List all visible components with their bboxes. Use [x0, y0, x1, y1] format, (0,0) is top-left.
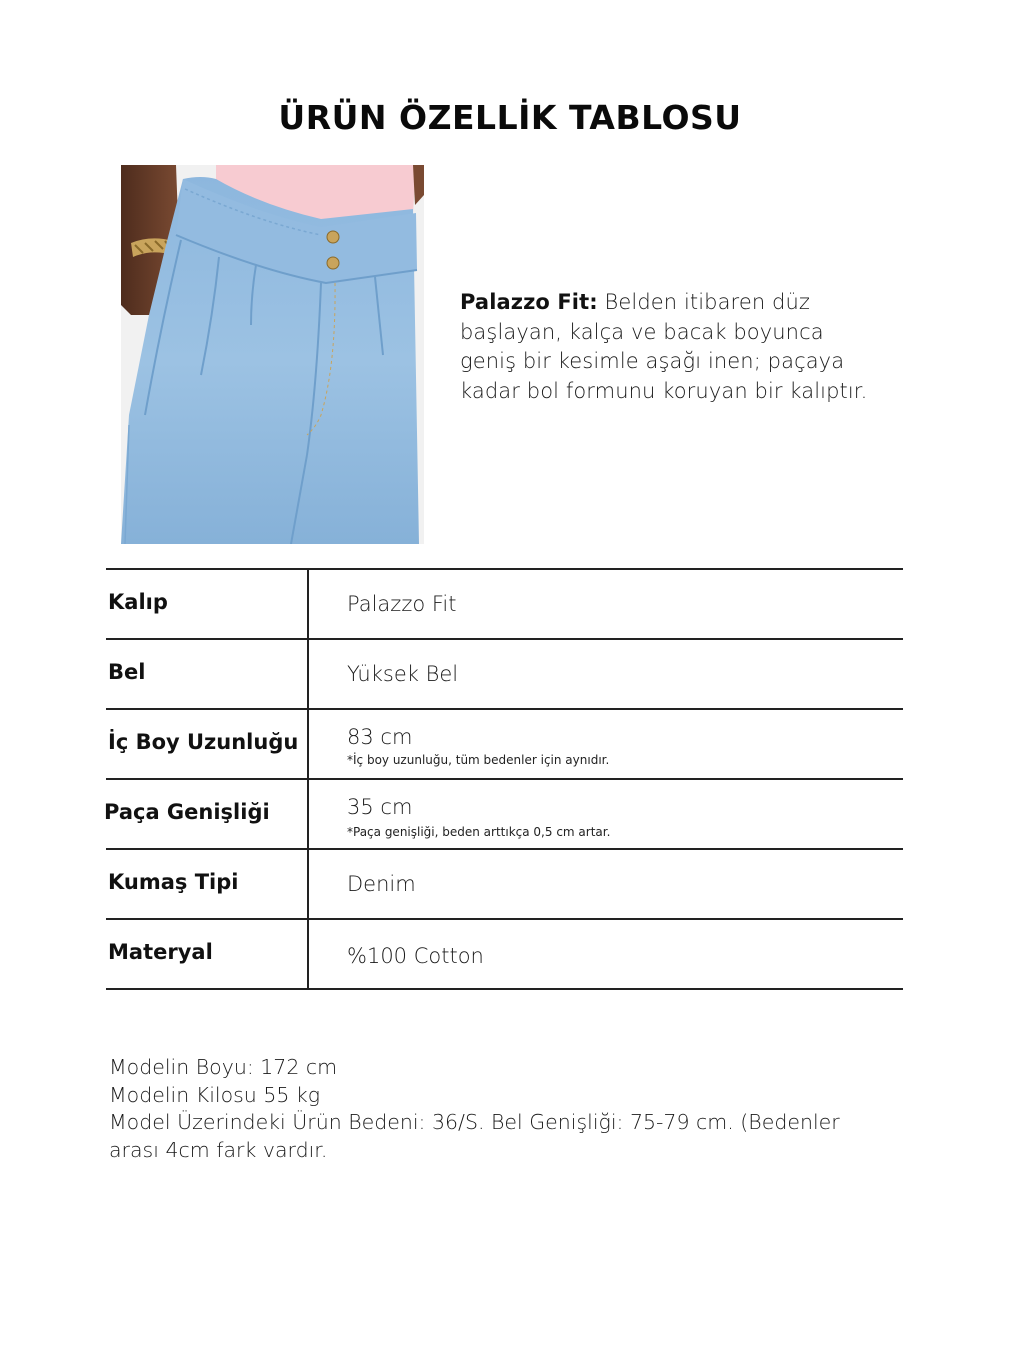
- spec-table: [106, 568, 903, 990]
- spec-value: Yüksek Bel: [347, 662, 459, 686]
- spec-value: 83 cm: [347, 725, 413, 749]
- column-divider: [307, 710, 309, 780]
- spec-value: Denim: [347, 872, 416, 896]
- spec-note: *İç boy uzunluğu, tüm bedenler için aynıdır.: [347, 753, 610, 767]
- model-info: [109, 1054, 929, 1164]
- column-divider: [307, 640, 309, 710]
- spec-label: Paça Genişliği: [104, 800, 270, 824]
- description-line-3: geniş bir kesimle aşağı inen; paçaya: [460, 349, 845, 373]
- spec-value: Palazzo Fit: [347, 592, 457, 616]
- model-size: Model Üzerindeki Ürün Bedeni: 36/S. Bel Genişliği: 75-79 cm. (Bedenler: [109, 1110, 840, 1134]
- spec-row-bel: [106, 640, 903, 710]
- spec-label: Kalıp: [108, 590, 168, 614]
- fit-term: Palazzo Fit:: [460, 290, 598, 314]
- spec-note: *Paça genişliği, beden arttıkça 0,5 cm artar.: [347, 825, 611, 839]
- spec-row-ic-boy: [106, 710, 903, 780]
- page-title: ÜRÜN ÖZELLİK TABLOSU: [278, 98, 742, 137]
- spec-value: %100 Cotton: [347, 944, 484, 968]
- spec-row-paca: [106, 780, 903, 850]
- model-height: Modelin Boyu: 172 cm: [109, 1055, 338, 1079]
- product-image: [121, 165, 424, 544]
- fit-description: [460, 288, 930, 406]
- column-divider: [307, 780, 309, 850]
- spec-label: Kumaş Tipi: [108, 870, 239, 894]
- denim-pants-illustration: [121, 165, 424, 544]
- spec-value: 35 cm: [347, 795, 413, 819]
- spec-row-kumas: [106, 850, 903, 920]
- description-line-1: Belden itibaren düz: [597, 290, 810, 314]
- column-divider: [307, 850, 309, 920]
- description-line-2: başlayan, kalça ve bacak boyunca: [460, 319, 824, 344]
- spec-row-materyal: [106, 920, 903, 990]
- size-difference-note: arası 4cm fark vardır.: [109, 1137, 328, 1162]
- spec-label: Bel: [108, 660, 146, 684]
- description-line-4: kadar bol formunu koruyan bir kalıptır.: [460, 378, 868, 403]
- column-divider: [307, 920, 309, 990]
- model-weight: Modelin Kilosu 55 kg: [109, 1082, 321, 1107]
- spec-label: Materyal: [108, 940, 213, 964]
- spec-label: İç Boy Uzunluğu: [108, 730, 299, 754]
- spec-row-kalip: [106, 570, 903, 640]
- column-divider: [307, 570, 309, 640]
